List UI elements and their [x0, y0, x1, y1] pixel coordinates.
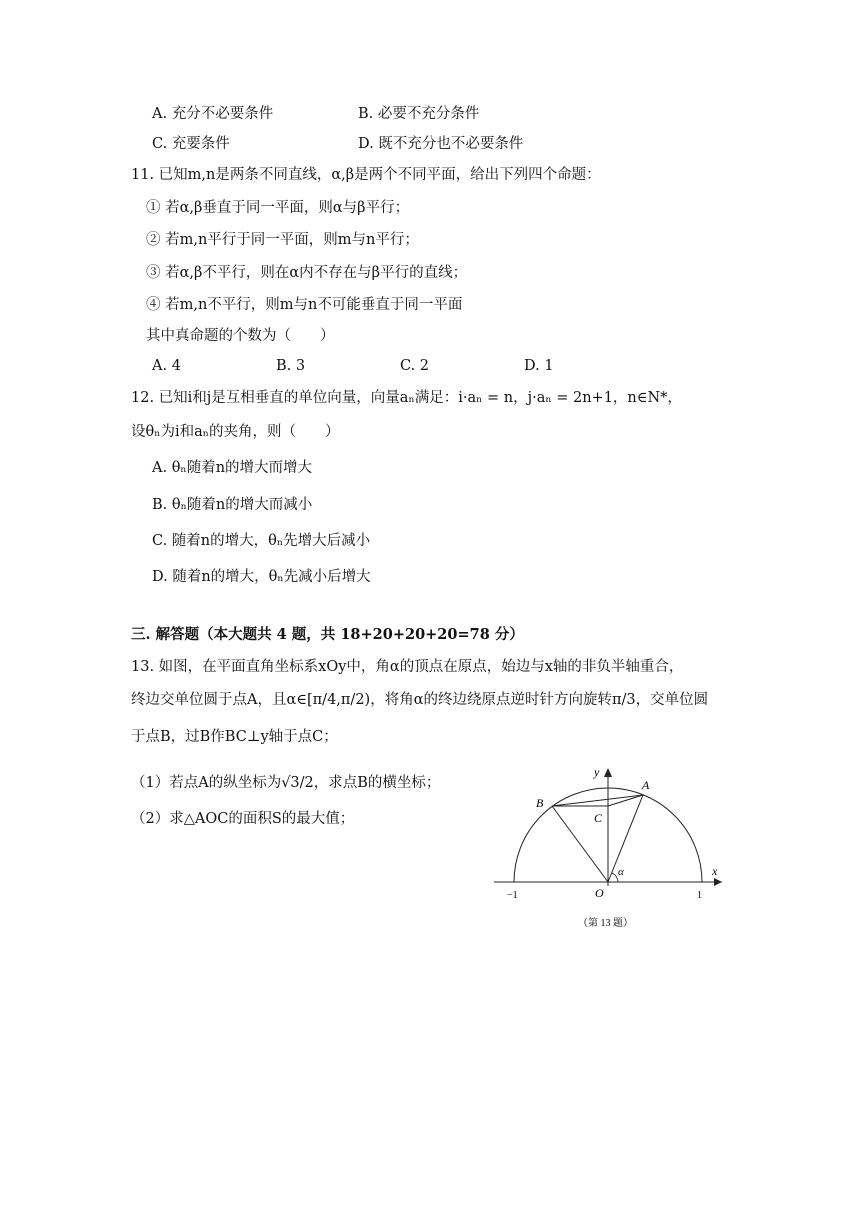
- q13-figure: [490, 762, 740, 932]
- q11-option-c: C. 2: [400, 358, 430, 374]
- q11-proposition-1: ① 若α,β垂直于同一平面，则α与β平行；: [146, 200, 410, 216]
- label-neg-one: −1: [507, 890, 518, 901]
- label-a: A: [642, 778, 650, 792]
- q12-option-c: C. 随着n的增大，θₙ先增大后减小: [152, 533, 371, 549]
- x-axis-arrow: [714, 878, 722, 886]
- label-b: B: [536, 796, 544, 810]
- q12-stem-line-2: 设θₙ为i和aₙ的夹角，则（ ）: [131, 424, 340, 440]
- label-one: 1: [697, 890, 702, 901]
- q13-stem-line-3: 于点B，过B作BC⊥y轴于点C；: [131, 729, 338, 745]
- label-alpha: α: [618, 866, 624, 878]
- q11-option-b: B. 3: [276, 358, 306, 374]
- figure-caption: （第 13 题）: [578, 918, 633, 929]
- segment-oa: [608, 795, 643, 882]
- segment-ab: [552, 795, 643, 806]
- q10-option-c: C. 充要条件: [152, 136, 230, 152]
- q10-option-d: D. 既不充分也不必要条件: [358, 136, 524, 152]
- y-axis-arrow: [604, 768, 612, 777]
- q12-option-b: B. θₙ随着n的增大而减小: [152, 497, 313, 513]
- q11-proposition-4: ④ 若m,n不平行，则m与n不可能垂直于同一平面: [146, 297, 463, 313]
- q13-stem-line-2: 终边交单位圆于点A，且α∈[π/4,π/2)，将角α的终边绕原点逆时针方向旋转π/3，交单位圆: [131, 692, 709, 708]
- q10-option-b: B. 必要不充分条件: [358, 106, 480, 122]
- q11-option-a: A. 4: [152, 358, 181, 374]
- q11-option-d: D. 1: [524, 358, 554, 374]
- q13-stem-line-1: 13. 如图，在平面直角坐标系xOy中，角α的顶点在原点，始边与x轴的非负半轴重合，: [131, 659, 684, 675]
- label-o: O: [595, 886, 604, 900]
- q11-stem: 11. 已知m,n是两条不同直线，α,β是两个不同平面，给出下列四个命题：: [131, 167, 601, 183]
- q13-subquestion-2: （2）求△AOC的面积S的最大值；: [131, 811, 355, 827]
- label-c: C: [594, 811, 603, 825]
- section-heading: 三. 解答题（本大题共 4 题，共 18+20+20+20=78 分）: [131, 626, 524, 643]
- q12-stem-line-1: 12. 已知i和j是互相垂直的单位向量，向量aₙ满足：i·aₙ = n，j·aₙ = 2n+1，n∈N*，: [131, 390, 682, 406]
- q13-subquestion-1: （1）若点A的纵坐标为√3/2，求点B的横坐标；: [131, 775, 441, 791]
- q10-option-a: A. 充分不必要条件: [152, 106, 274, 122]
- q11-question: 其中真命题的个数为（ ）: [146, 328, 335, 344]
- q12-option-a: A. θₙ随着n的增大而增大: [152, 460, 313, 476]
- q12-option-d: D. 随着n的增大，θₙ先减小后增大: [152, 569, 371, 585]
- label-y: y: [594, 765, 600, 779]
- q11-proposition-3: ③ 若α,β不平行，则在α内不存在与β平行的直线；: [146, 265, 468, 281]
- label-x: x: [712, 864, 718, 878]
- q11-proposition-2: ② 若m,n平行于同一平面，则m与n平行；: [146, 232, 419, 248]
